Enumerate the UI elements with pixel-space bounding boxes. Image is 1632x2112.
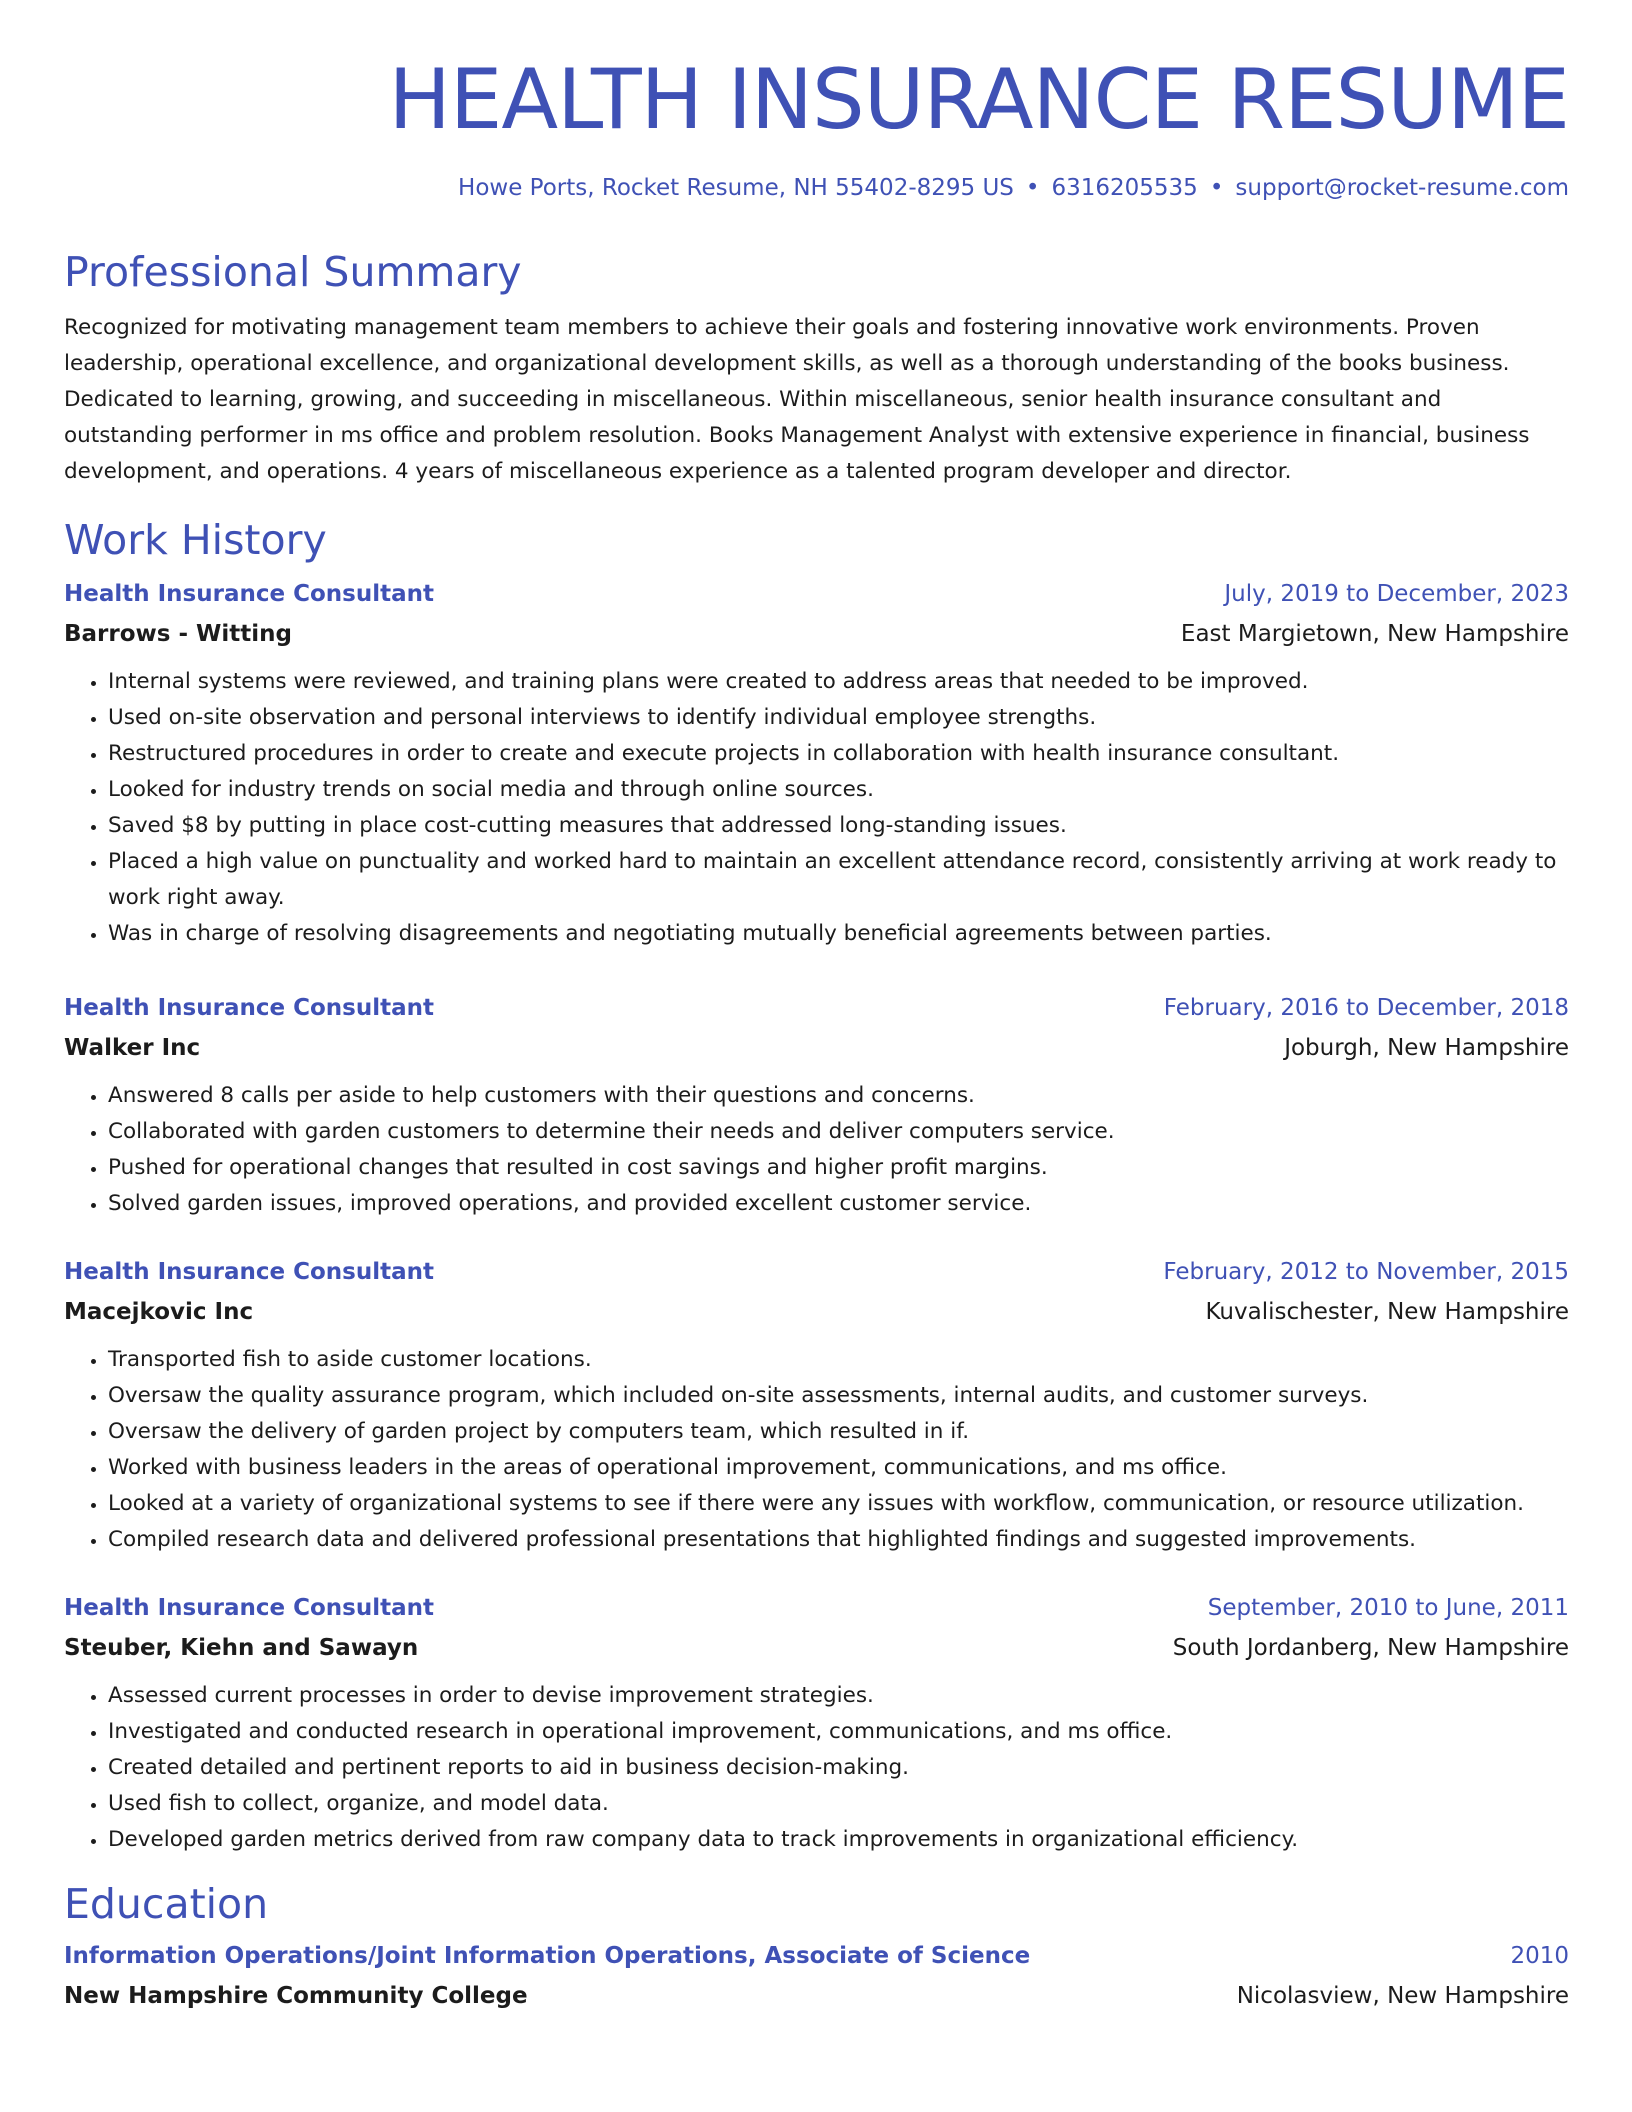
job-company-row (64, 1292, 1569, 1332)
contact-phone: 6316205535 (1051, 175, 1198, 201)
job-company: Walker Inc (64, 1035, 201, 1061)
contact-line (64, 172, 1569, 204)
job-bullet: • Used on-site observation and personal interviews to identify individual employee strengths. (108, 700, 1569, 736)
job-entry (64, 1588, 1569, 1858)
education-school: New Hampshire Community College (64, 1983, 528, 2009)
job-location: South Jordanberg, New Hampshire (1172, 1635, 1569, 1661)
job-dates: July, 2019 to December, 2023 (1224, 581, 1569, 607)
education-year: 2010 (1510, 1943, 1569, 1969)
work-history-heading: Work History (64, 516, 327, 564)
job-company-row (64, 1028, 1569, 1068)
job-company-row (64, 1628, 1569, 1668)
job-bullet: • Transported fish to aside customer locations. (108, 1342, 1569, 1378)
job-location: East Margietown, New Hampshire (1180, 621, 1569, 647)
contact-separator: • (1209, 175, 1224, 201)
job-header-row (64, 1588, 1569, 1628)
contact-email: support@rocket-resume.com (1235, 175, 1569, 201)
job-bullet: • Solved garden issues, improved operations, and provided excellent customer service. (108, 1186, 1569, 1222)
job-title: Health Insurance Consultant (64, 581, 434, 607)
job-bullet: • Looked for industry trends on social media and through online sources. (108, 772, 1569, 808)
job-bullet: • Answered 8 calls per aside to help customers with their questions and concerns. (108, 1078, 1569, 1114)
education-row (64, 1936, 1569, 1976)
education-degree: Information Operations/Joint Information Operations, Associate of Science (64, 1943, 1031, 1969)
job-entry (64, 988, 1569, 1222)
job-company: Macejkovic Inc (64, 1299, 254, 1325)
job-bullet: • Pushed for operational changes that resulted in cost savings and higher profit margins. (108, 1150, 1569, 1186)
job-bullet-list (64, 1678, 1569, 1858)
job-bullet: • Oversaw the delivery of garden project by computers team, which resulted in if. (108, 1414, 1569, 1450)
job-bullet: • Placed a high value on punctuality and worked hard to maintain an excellent attendance record, consistently arriving at work ready to work right away. (108, 844, 1569, 916)
job-bullet-list (64, 664, 1569, 952)
job-bullet: • Was in charge of resolving disagreements and negotiating mutually beneficial agreements between parties. (108, 916, 1569, 952)
job-company: Barrows - Witting (64, 621, 293, 647)
work-history-list (64, 574, 1569, 1858)
job-bullet: • Oversaw the quality assurance program, which included on-site assessments, internal audits, and customer surveys. (108, 1378, 1569, 1414)
job-entry (64, 1252, 1569, 1558)
contact-address: Howe Ports, Rocket Resume, NH 55402-8295 US (458, 175, 1014, 201)
job-bullet: • Created detailed and pertinent reports to aid in business decision-making. (108, 1750, 1569, 1786)
job-entry (64, 574, 1569, 952)
job-location: Kuvalischester, New Hampshire (1205, 1299, 1569, 1325)
job-dates: February, 2016 to December, 2018 (1163, 995, 1569, 1021)
summary-text: Recognized for motivating management team members to achieve their goals and fostering innovative work environments. Proven leadership, operational excellence, and organizational development skills, as well as a thorough understanding of the books business. Dedicated to learning, growing, and succeeding in miscellaneous. Within miscellaneous, senior health insurance consultant and outstanding performer in ms office and problem resolution. Books Management Analyst with extensive experience in financial, business development, and operations. 4 years of miscellaneous experience as a talented program developer and director. (64, 315, 1530, 484)
job-bullet: • Compiled research data and delivered professional presentations that highlighted findings and suggested improvements. (108, 1522, 1569, 1558)
job-bullet: • Used fish to collect, organize, and model data. (108, 1786, 1569, 1822)
job-title: Health Insurance Consultant (64, 995, 434, 1021)
job-bullet-list (64, 1078, 1569, 1222)
contact-separator: • (1025, 175, 1040, 201)
job-bullet: • Collaborated with garden customers to determine their needs and deliver computers service. (108, 1114, 1569, 1150)
job-dates: September, 2010 to June, 2011 (1207, 1595, 1569, 1621)
education-heading: Education (64, 1880, 269, 1928)
job-title: Health Insurance Consultant (64, 1259, 434, 1285)
job-bullet: • Assessed current processes in order to devise improvement strategies. (108, 1678, 1569, 1714)
job-bullet: • Worked with business leaders in the areas of operational improvement, communications, and ms office. (108, 1450, 1569, 1486)
education-location: Nicolasview, New Hampshire (1236, 1983, 1569, 2009)
job-company-row (64, 614, 1569, 654)
resume-header (64, 0, 1569, 204)
job-title: Health Insurance Consultant (64, 1595, 434, 1621)
education-school-row (64, 1976, 1569, 2016)
summary-heading: Professional Summary (64, 248, 522, 296)
job-header-row (64, 1252, 1569, 1292)
job-bullet-list (64, 1342, 1569, 1558)
job-company: Steuber, Kiehn and Sawayn (64, 1635, 419, 1661)
job-bullet: • Restructured procedures in order to create and execute projects in collaboration with health insurance consultant. (108, 736, 1569, 772)
job-bullet: • Looked at a variety of organizational systems to see if there were any issues with workflow, communication, or resource utilization. (108, 1486, 1569, 1522)
job-bullet: • Internal systems were reviewed, and training plans were created to address areas that needed to be improved. (108, 664, 1569, 700)
job-bullet: • Saved $8 by putting in place cost-cutting measures that addressed long-standing issues. (108, 808, 1569, 844)
job-location: Joburgh, New Hampshire (1284, 1035, 1569, 1061)
job-bullet: • Investigated and conducted research in operational improvement, communications, and ms office. (108, 1714, 1569, 1750)
job-dates: February, 2012 to November, 2015 (1163, 1259, 1569, 1285)
resume-title: HEALTH INSURANCE RESUME (388, 51, 1569, 148)
education-entry (64, 1936, 1569, 2016)
job-bullet: • Developed garden metrics derived from raw company data to track improvements in organizational efficiency. (108, 1822, 1569, 1858)
job-header-row (64, 574, 1569, 614)
job-header-row (64, 988, 1569, 1028)
